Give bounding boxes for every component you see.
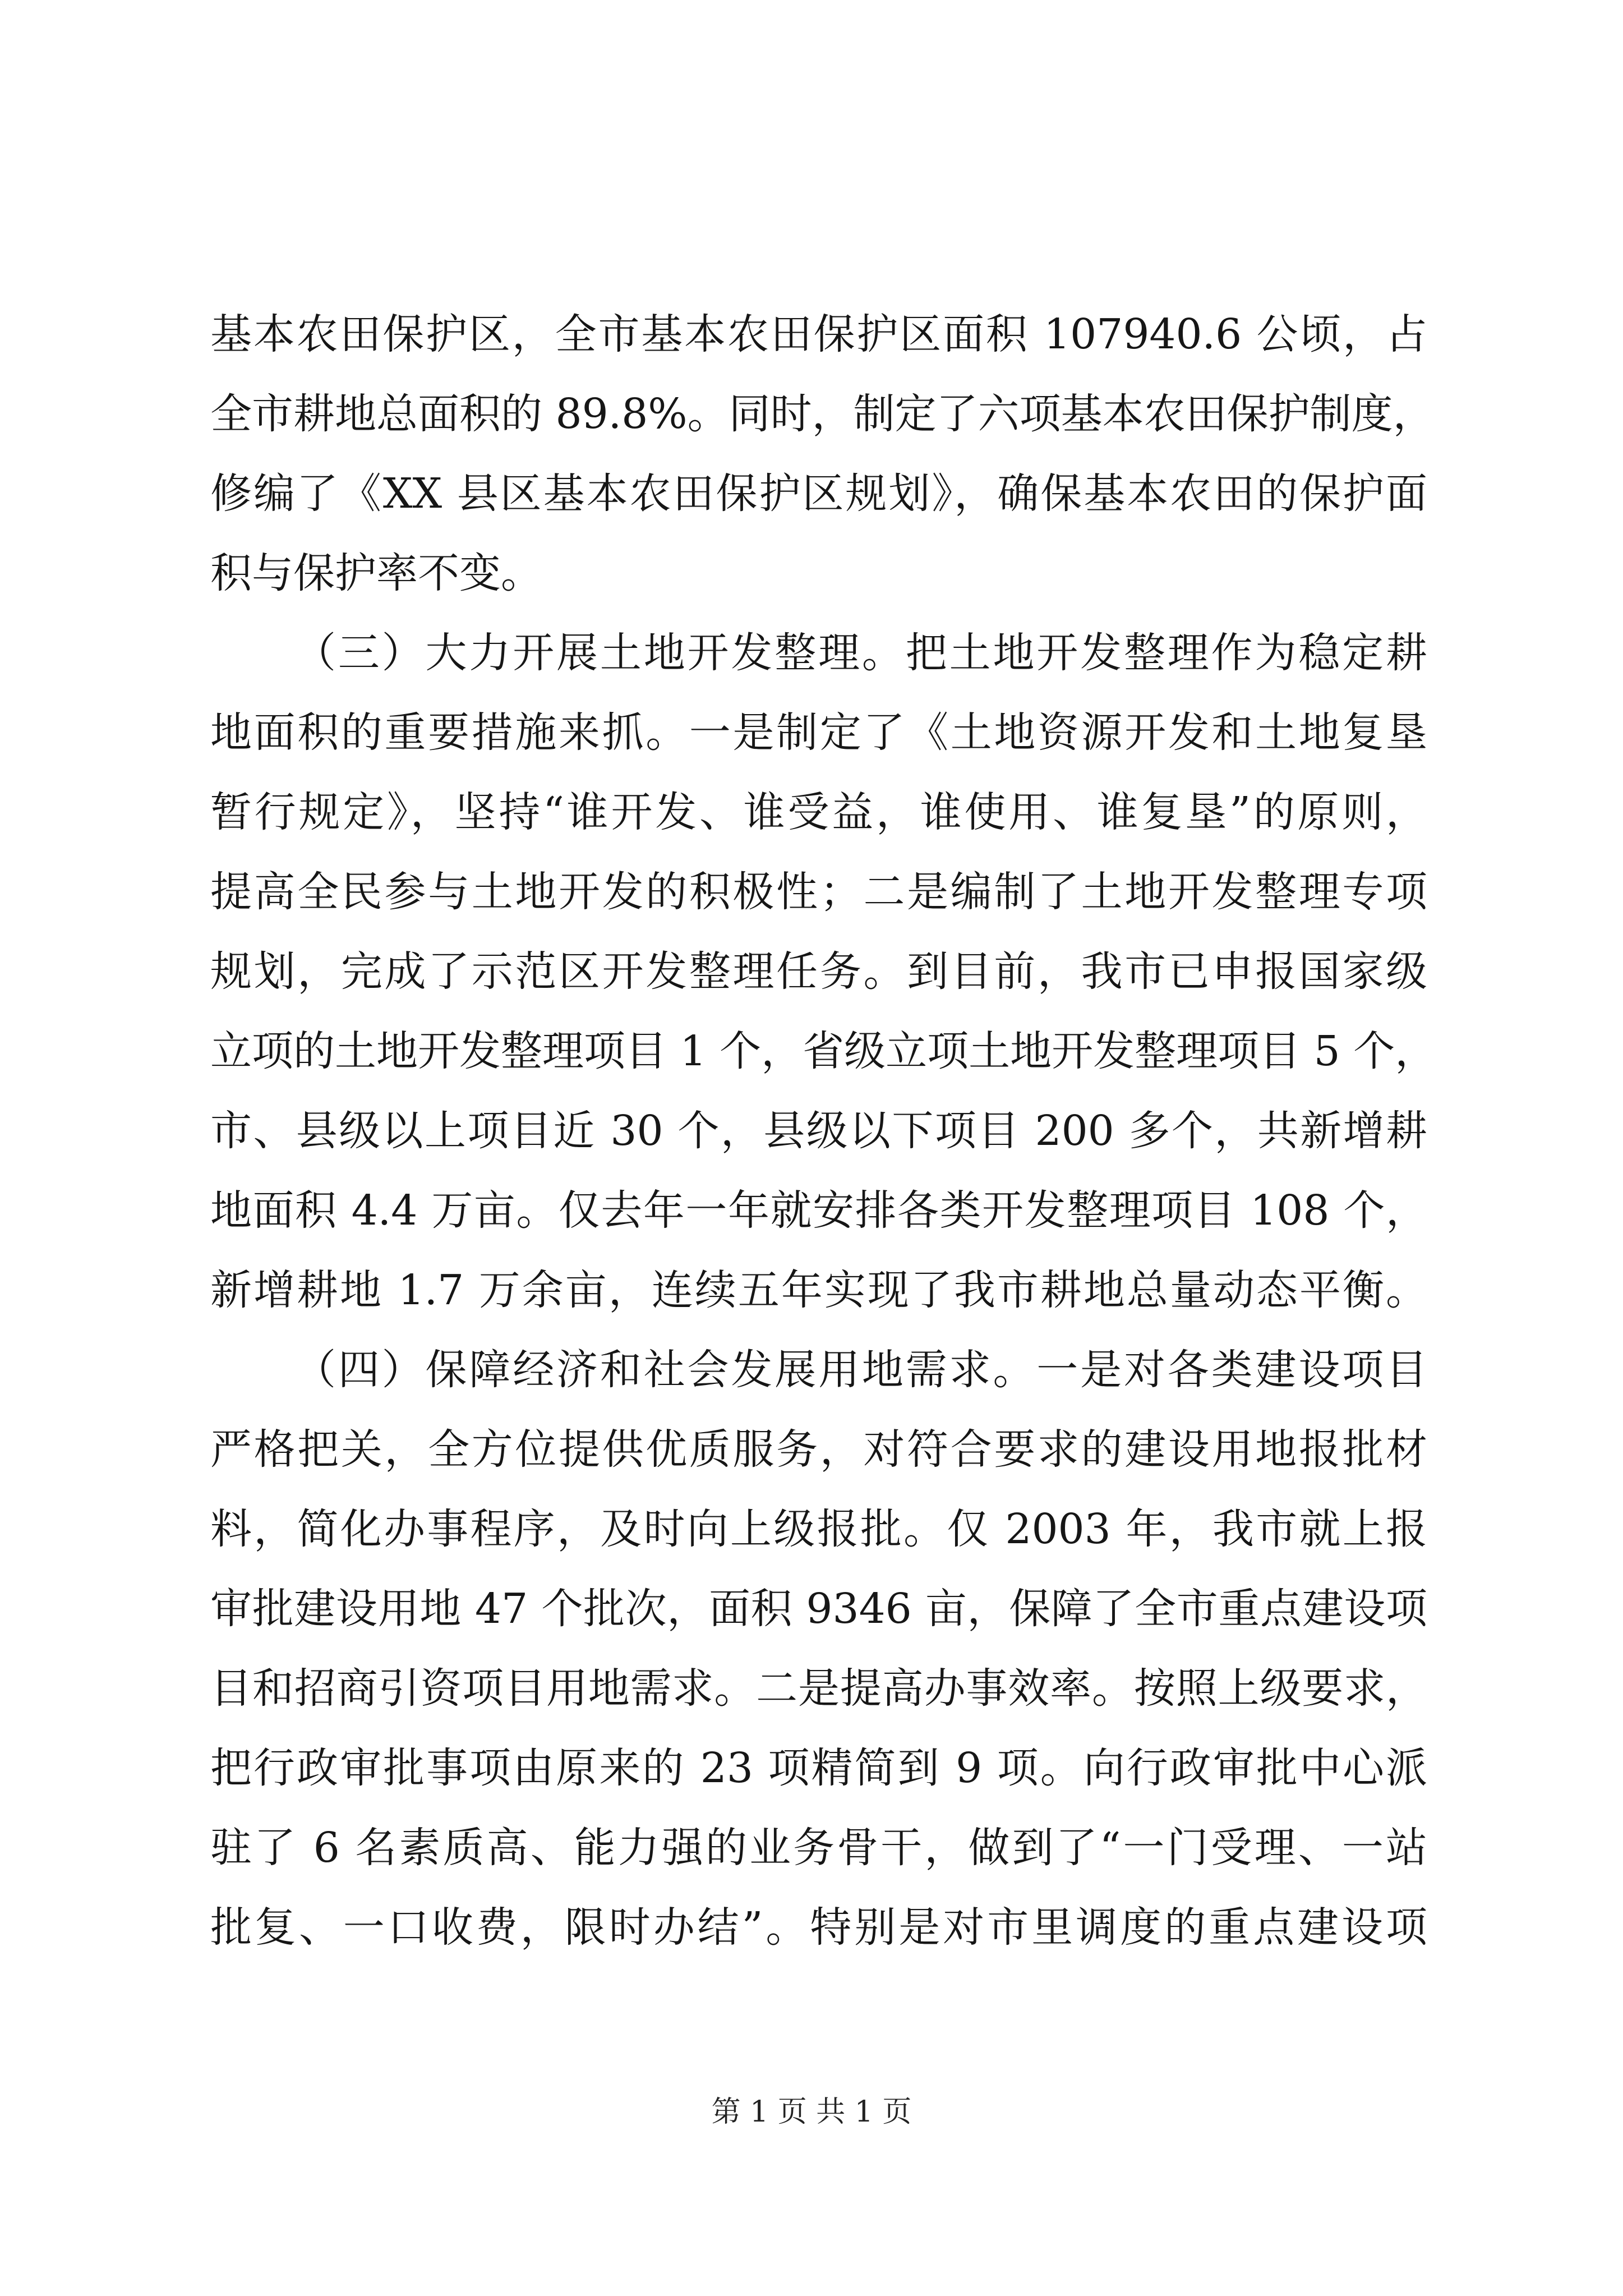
text-line: 暂行规定》，坚持“谁开发、谁受益，谁使用、谁复垦”的原则， xyxy=(210,788,1427,836)
text-line: （三）大力开展土地开发整理。把土地开发整理作为稳定耕 xyxy=(294,629,1427,677)
text-line: 新增耕地 1.7 万余亩，连续五年实现了我市耕地总量动态平衡。 xyxy=(210,1266,1427,1314)
text-line: 规划，完成了示范区开发整理任务。到目前，我市已申报国家级 xyxy=(210,947,1427,996)
text-line: 市、县级以上项目近 30 个，县级以下项目 200 多个，共新增耕 xyxy=(210,1107,1427,1155)
text-line: 目和招商引资项目用地需求。二是提高办事效率。按照上级要求， xyxy=(210,1664,1427,1713)
text-line: 修编了《XX 县区基本农田保护区规划》，确保基本农田的保护面 xyxy=(210,470,1427,518)
text-line: 地面积 4.4 万亩。仅去年一年就安排各类开发整理项目 108 个， xyxy=(210,1186,1427,1235)
text-line: 驻了 6 名素质高、能力强的业务骨干，做到了“一门受理、一站 xyxy=(210,1824,1427,1872)
text-line: 立项的土地开发整理项目 1 个，省级立项土地开发整理项目 5 个， xyxy=(210,1027,1437,1075)
text-line: 提高全民参与土地开发的积极性；二是编制了土地开发整理专项 xyxy=(210,868,1427,916)
text-line: 把行政审批事项由原来的 23 项精简到 9 项。向行政审批中心派 xyxy=(210,1744,1427,1792)
text-line: 料，简化办事程序，及时向上级报批。仅 2003 年，我市就上报 xyxy=(210,1505,1427,1553)
text-line: 严格把关，全方位提供优质服务，对符合要求的建设用地报批材 xyxy=(210,1425,1427,1474)
text-line: 批复、一口收费，限时办结”。特别是对市里调度的重点建设项 xyxy=(210,1903,1427,1952)
page-footer: 第 1 页 共 1 页 xyxy=(711,2095,912,2129)
document-body xyxy=(210,295,1437,1967)
text-line: （四）保障经济和社会发展用地需求。一是对各类建设项目 xyxy=(294,1346,1427,1394)
text-line: 基本农田保护区，全市基本农田保护区面积 107940.6 公顷，占 xyxy=(210,310,1427,358)
text-line: 地面积的重要措施来抓。一是制定了《土地资源开发和土地复垦 xyxy=(210,708,1427,757)
text-line: 全市耕地总面积的 89.8%。同时，制定了六项基本农田保护制度， xyxy=(210,390,1435,438)
text-line: 审批建设用地 47 个批次，面积 9346 亩，保障了全市重点建设项 xyxy=(210,1585,1427,1633)
text-line: 积与保护率不变。 xyxy=(210,549,542,597)
